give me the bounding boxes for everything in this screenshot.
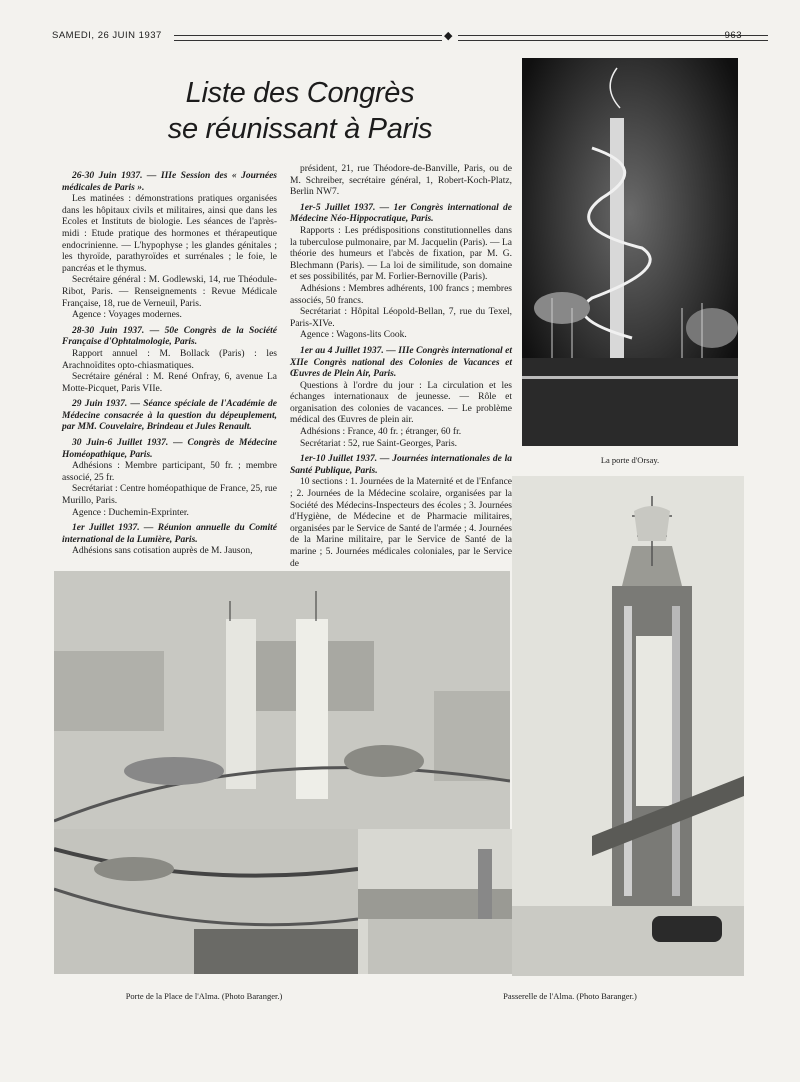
photo-porte-orsay-drawing xyxy=(522,58,738,446)
text-column-left xyxy=(62,171,277,562)
photo-alma-aerial xyxy=(54,571,510,829)
congress-heading: 1er au 4 Juillet 1937. — IIIe Congrès international et XIIe Congrès national des Colonies de Vacances et Œuvres de Plein Air, Paris. xyxy=(290,345,512,380)
photo-alma-street-drawing xyxy=(358,829,512,974)
photo-porte-orsay xyxy=(522,58,738,446)
diamond-ornament-icon: ◆ xyxy=(444,30,453,42)
congress-paragraph: Secrétariat : Hôpital Léopold-Bellan, 7, rue du Texel, Paris-XIVe. xyxy=(290,307,512,329)
photo-passerelle-tower xyxy=(512,476,744,976)
congress-heading: 28-30 Juin 1937. — 50e Congrès de la Société Française d'Ophtalmologie, Paris. xyxy=(62,325,277,348)
header-rule-left xyxy=(174,35,442,41)
congress-paragraph: Agence : Duchemin-Exprinter. xyxy=(72,507,189,518)
text-column-right xyxy=(290,164,512,574)
page-number: 963 xyxy=(724,30,742,41)
congress-paragraph: Questions à l'ordre du jour : La circulation et les échanges internationaux de jeunesse. — Rôle et organisation des colonies de vacances. — Le problème médical des Œuvres de plein air. xyxy=(290,380,512,426)
congress-paragraph: président, 21, rue Théodore-de-Banville, Paris, ou de M. Schreiber, secrétaire général, 1, Robert-Koch-Platz, Berlin NW7. xyxy=(290,164,512,198)
congress-entry xyxy=(62,171,277,322)
congress-entry xyxy=(62,523,277,558)
congress-heading: 30 Juin-6 Juillet 1937. — Congrès de Médecine Homéopathique, Paris. xyxy=(62,438,277,460)
congress-entry xyxy=(62,399,277,434)
caption-alma-place: Porte de la Place de l'Alma. (Photo Baranger.) xyxy=(125,991,283,1001)
congress-paragraph: Adhésions sans cotisation auprès de M. Jauson, xyxy=(72,546,253,557)
congress-paragraph: Agence : Wagons-lits Cook. xyxy=(300,330,407,341)
article-title xyxy=(120,75,480,147)
congress-heading: 26-30 Juin 1937. — IIIe Session des « Journées médicales de Paris ». xyxy=(62,171,277,193)
congress-paragraph: 10 sections : 1. Journées de la Maternité et de l'Enfance ; 2. Journées de la Médecine scolaire, organisées par la Société des Médecins-Inspecteurs des écoles ; 3. Journées d'Hygiène, de Médecine et de Pharmacie militaires, organisées par le Service de Santé de l'armée ; 4. Journées de la Marine militaire, par le Service de Santé de la marine ; 5. Journées médicales coloniales, par le Service de xyxy=(290,477,512,569)
photo-passerelle-tower-drawing xyxy=(512,476,744,976)
photo-alma-street xyxy=(358,829,512,974)
congress-paragraph: Secrétaire général : M. Godlewski, 14, rue Théodule-Ribot, Paris. — Renseignements : Revue Médicale Française, 18, rue de Verneuil, Paris. xyxy=(62,275,277,309)
title-line-1: Liste des Congrès xyxy=(185,77,415,109)
congress-heading: 1er-10 Juillet 1937. — Journées internationales de la Santé Publique, Paris. xyxy=(290,454,512,476)
congress-entry xyxy=(290,203,512,342)
title-line-2: se réunissant à Paris xyxy=(167,113,433,145)
congress-entry xyxy=(290,454,512,570)
congress-paragraph: Rapport annuel : M. Bollack (Paris) : les Arachnoïdites opto-chiasmatiques. xyxy=(62,348,277,371)
congress-paragraph: Adhésions : France, 40 fr. ; étranger, 60 fr. xyxy=(300,427,462,438)
congress-paragraph: Secrétariat : Centre homéopathique de France, 25, rue Murillo, Paris. xyxy=(62,484,277,507)
header-date: SAMEDI, 26 JUIN 1937 xyxy=(52,30,162,41)
page-header xyxy=(52,28,742,44)
congress-entry xyxy=(62,438,277,519)
caption-orsay: La porte d'Orsay. xyxy=(600,455,660,465)
congress-entry xyxy=(290,346,512,450)
congress-paragraph: Adhésions : Membres adhérents, 100 francs ; membres associés, 50 francs. xyxy=(290,283,512,306)
congress-paragraph: Agence : Voyages modernes. xyxy=(72,310,182,321)
congress-paragraph: Rapports : Les prédispositions constitutionnelles dans la tuberculose pulmonaire, par M. Jacquelin (Paris). — La théorie des humeurs et l'abcès de fixation, par M. G. Blechmann (Paris). — La loi de similitude, son domaine et ses possibilités, par M. Forlier-Bernoville (Paris). xyxy=(290,225,512,283)
congress-entry xyxy=(62,326,277,396)
congress-paragraph: Adhésions : Membre participant, 50 fr. ; membre associé, 25 fr. xyxy=(62,461,277,483)
congress-paragraph: Secrétariat : 52, rue Saint-Georges, Paris. xyxy=(300,438,458,449)
congress-entry xyxy=(290,164,512,199)
congress-heading: 1er-5 Juillet 1937. — 1er Congrès international de Médecine Néo-Hippocratique, Paris. xyxy=(290,202,512,225)
congress-heading: 1er Juillet 1937. — Réunion annuelle du Comité international de la Lumière, Paris. xyxy=(62,523,277,545)
header-rule-right xyxy=(458,35,768,41)
photo-alma-aerial-drawing xyxy=(54,571,510,829)
photo-alma-road xyxy=(54,829,358,974)
congress-paragraph: Secrétaire général : M. René Onfray, 6, avenue La Motte-Picquet, Paris VIIe. xyxy=(62,372,277,394)
photo-alma-road-drawing xyxy=(54,829,358,974)
caption-alma-passerelle: Passerelle de l'Alma. (Photo Baranger.) xyxy=(503,991,637,1001)
congress-paragraph: Les matinées : démonstrations pratiques organisées dans les hôpitaux civils et militaires, ainsi que dans les Ecoles et Instituts de biologie. Les séances de l'après-midi : Etude pratique des hormones et thérapeutique endocrinienne. — L'hypophyse ; les glandes génitales ; les thyroïde, parathyroïdes et surrénales ; le foie, le pancréas et le thymus. xyxy=(62,194,277,274)
congress-heading: 29 Juin 1937. — Séance spéciale de l'Académie de Médecine consacrée à la question du dépeuplement, par MM. Couvelaire, Brindeau et Jules Renault. xyxy=(62,399,277,433)
